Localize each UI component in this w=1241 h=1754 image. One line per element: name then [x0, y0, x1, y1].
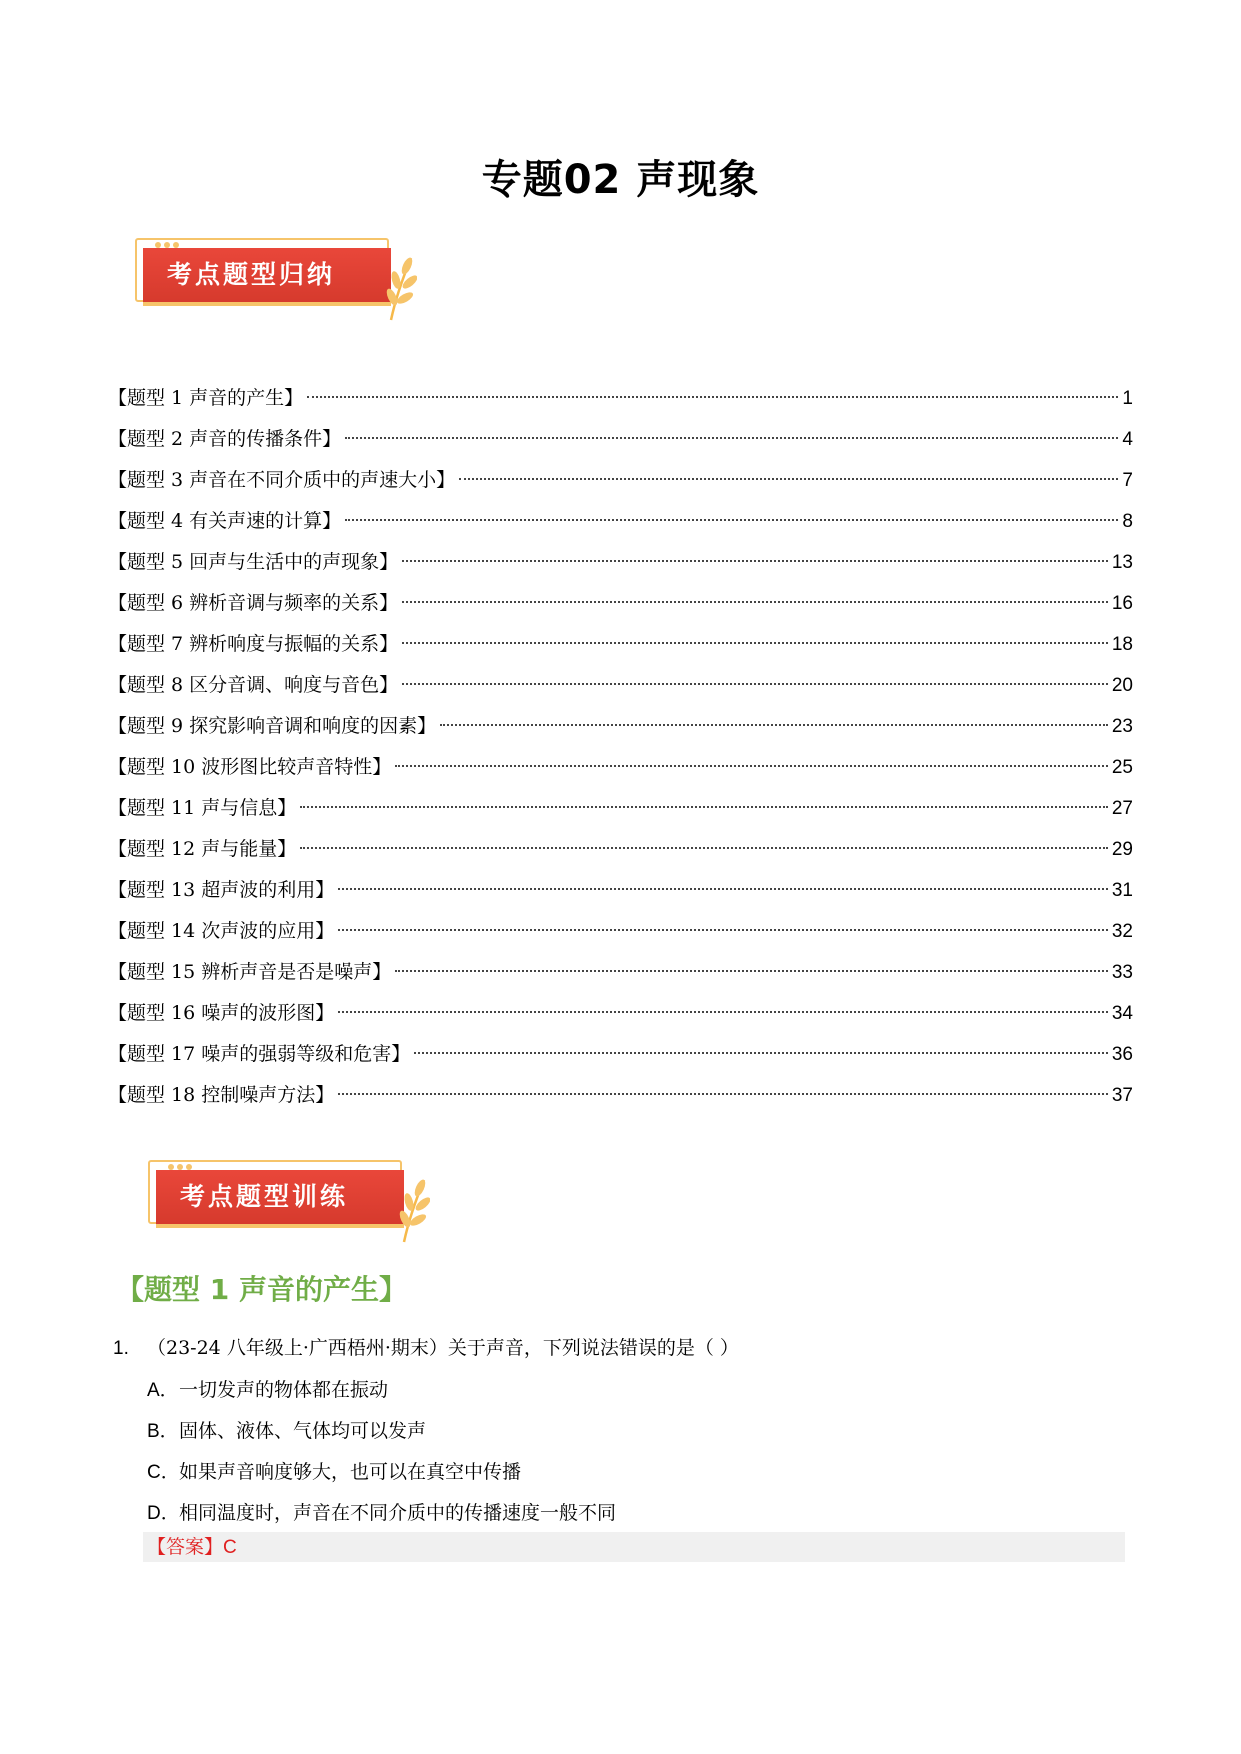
banner-dots — [168, 1155, 198, 1163]
toc-entry[interactable]: 【题型 17 噪声的强弱等级和危害】 36 — [108, 1043, 1133, 1065]
toc-entry[interactable]: 【题型 11 声与信息】 27 — [108, 797, 1133, 819]
banner-topic-training — [148, 1160, 428, 1240]
answer-label: 【答案】 — [147, 1536, 224, 1558]
dot-leader — [307, 396, 1118, 398]
toc-entry[interactable]: 【题型 16 噪声的波形图】 34 — [108, 1002, 1133, 1024]
dot-leader — [402, 642, 1108, 644]
toc-entry[interactable]: 【题型 9 探究影响音调和响度的因素】 23 — [108, 715, 1133, 737]
question-stem — [113, 1328, 1143, 1368]
banner-topic-summary — [135, 238, 415, 318]
dot-leader — [338, 888, 1108, 890]
option-c[interactable]: C．如果声音响度够大，也可以在真空中传播 — [147, 1461, 522, 1483]
dot-leader — [414, 1052, 1108, 1054]
dot-leader — [402, 560, 1108, 562]
dot-leader — [345, 519, 1118, 521]
toc-entry[interactable]: 【题型 8 区分音调、响度与音色】 20 — [108, 674, 1133, 696]
toc-entry[interactable]: 【题型 13 超声波的利用】 31 — [108, 879, 1133, 901]
toc-entry[interactable]: 【题型 7 辨析响度与振幅的关系】 18 — [108, 633, 1133, 655]
toc-entry[interactable]: 【题型 4 有关声速的计算】 8 — [108, 510, 1133, 532]
toc-entry[interactable]: 【题型 2 声音的传播条件】 4 — [108, 428, 1133, 450]
section-heading: 【题型 1 声音的产生】 — [116, 1273, 407, 1306]
toc-entry[interactable]: 【题型 10 波形图比较声音特性】 25 — [108, 756, 1133, 778]
option-a[interactable]: A．一切发声的物体都在振动 — [147, 1379, 389, 1401]
toc-entry[interactable]: 【题型 18 控制噪声方法】 37 — [108, 1084, 1133, 1106]
toc-entry[interactable]: 【题型 14 次声波的应用】 32 — [108, 920, 1133, 942]
dot-leader — [395, 765, 1108, 767]
toc-entry[interactable]: 【题型 1 声音的产生】 1 — [108, 387, 1133, 409]
toc-entry[interactable]: 【题型 15 辨析声音是否是噪声】 33 — [108, 961, 1133, 983]
wheat-leaf-icon — [396, 1174, 430, 1244]
dot-leader — [440, 724, 1108, 726]
toc-entry[interactable]: 【题型 6 辨析音调与频率的关系】 16 — [108, 592, 1133, 614]
banner-dots — [155, 233, 185, 241]
toc-entry[interactable]: 【题型 12 声与能量】 29 — [108, 838, 1133, 860]
dot-leader — [395, 970, 1108, 972]
dot-leader — [338, 1011, 1108, 1013]
question-text: （23-24 八年级上·广西梧州·期末）关于声音，下列说法错误的是（ ） — [147, 1337, 739, 1359]
dot-leader — [402, 683, 1108, 685]
banner-label: 考点题型训练 — [156, 1170, 404, 1228]
page-title: 专题02 声现象 — [481, 157, 760, 203]
dot-leader — [402, 601, 1108, 603]
dot-leader — [338, 1093, 1108, 1095]
answer-box — [143, 1532, 1125, 1562]
option-b[interactable]: B．固体、液体、气体均可以发声 — [147, 1420, 427, 1442]
table-of-contents — [108, 378, 1133, 1116]
wheat-leaf-icon — [383, 252, 417, 322]
banner-label: 考点题型归纳 — [143, 248, 391, 306]
dot-leader — [345, 437, 1118, 439]
question-1 — [113, 1328, 1143, 1368]
dot-leader — [300, 847, 1108, 849]
dot-leader — [300, 806, 1108, 808]
toc-entry[interactable]: 【题型 5 回声与生活中的声现象】 13 — [108, 551, 1133, 573]
answer-value: C — [223, 1537, 237, 1558]
dot-leader — [459, 478, 1118, 480]
option-d[interactable]: D．相同温度时，声音在不同介质中的传播速度一般不同 — [147, 1502, 617, 1524]
question-number: 1. — [113, 1338, 129, 1359]
toc-entry[interactable]: 【题型 3 声音在不同介质中的声速大小】 7 — [108, 469, 1133, 491]
answer-options — [147, 1370, 616, 1534]
dot-leader — [338, 929, 1108, 931]
